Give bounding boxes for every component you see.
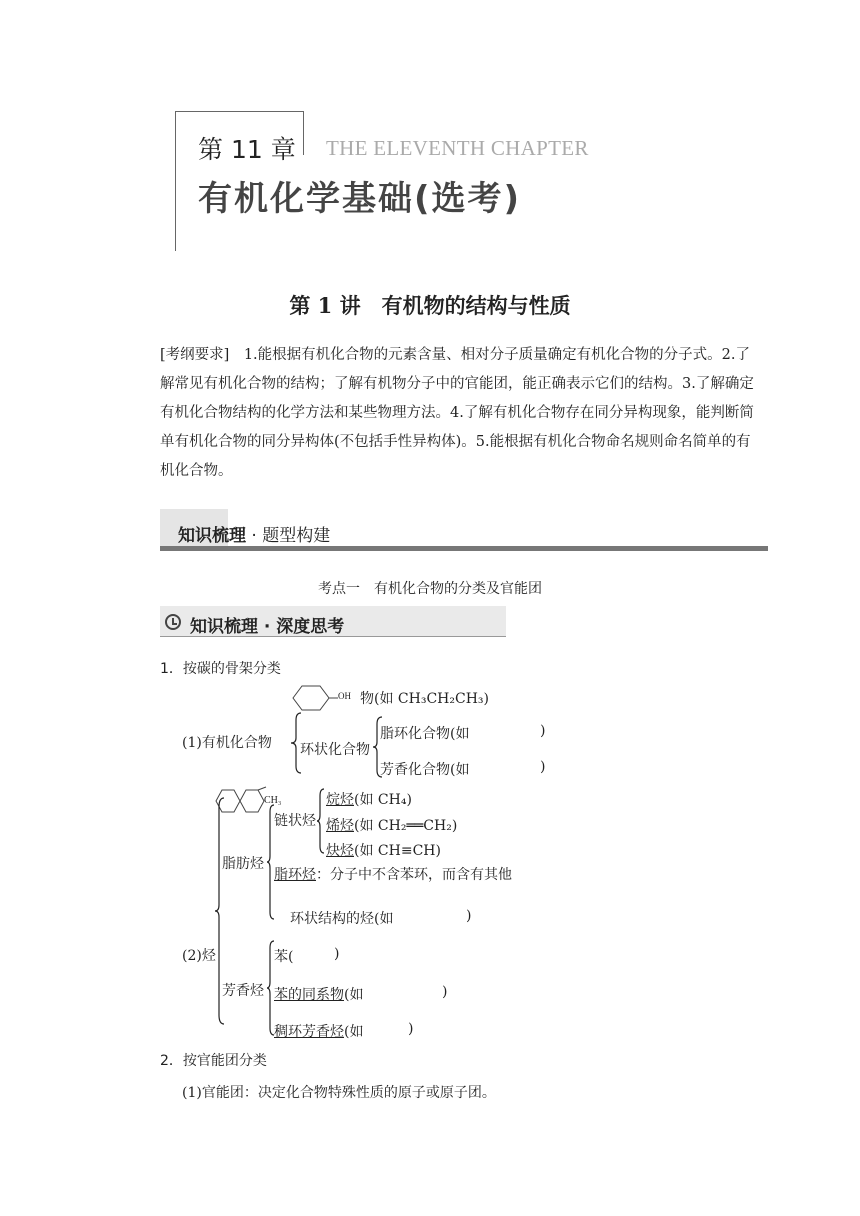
cycloalkane: 脂环烃 xyxy=(274,867,316,883)
fused-close: ) xyxy=(408,1021,414,1037)
ring-compound-label: 环状化合物 xyxy=(300,742,370,758)
cycloalkane-close: ) xyxy=(466,908,472,924)
s2-p1: (1)官能团：决定化合物特殊性质的原子或原子团。 xyxy=(182,1085,496,1101)
s1-heading: 1．按碳的骨架分类 xyxy=(160,661,281,677)
band-rest: 题型构建 xyxy=(262,526,331,546)
chapter-frame-top xyxy=(175,111,303,112)
alicyclic-compound: 脂环化合物(如 xyxy=(380,726,470,742)
cycloalkane-desc2: 环状结构的烃(如 xyxy=(290,911,394,927)
oh-label: OH xyxy=(338,691,351,701)
kaodian-title: 考点一 有机化合物的分类及官能团 xyxy=(318,581,542,597)
hydrocarbon-label: (2)烃 xyxy=(182,948,216,964)
chain-hc-label: 链状烃 xyxy=(274,813,316,829)
homolog-example: (如 xyxy=(344,987,364,1003)
band-bold: 知识梳理 xyxy=(178,526,246,546)
s2-heading: 2．按官能团分类 xyxy=(160,1053,267,1069)
cycloalkane-desc: ：分子中不含苯环，而含有其他 xyxy=(316,867,512,883)
zhishi-header: 知识梳理 · 深度思考 xyxy=(190,617,345,637)
chapter-english: THE ELEVENTH CHAPTER xyxy=(326,136,589,160)
alkane-example: (如 CH₄) xyxy=(354,792,412,808)
aliphatic-label: 脂肪烃 xyxy=(222,856,264,872)
aromatic-close: ) xyxy=(540,759,546,775)
requirements-text: [考纲要求] 1.能根据有机化合物的元素含量、相对分子质量确定有机化合物的分子式。2.了解常见有机化合物的结构；了解有机物分子中的官能团，能正确表示它们的结构。3.了解确定有机化合物结构的化学方法和某些物理方法。4.了解有机化合物存在同分异构现象，能判断简单有机化合物的同分异构体(不包括手性异构体)。5.能根据有机化合物命名规则命名简单的有机化合物。 xyxy=(160,347,754,479)
chapter-number: 第 11 章 xyxy=(198,135,296,164)
organic-compound-label: (1)有机化合物 xyxy=(182,735,272,751)
fused-example: (如 xyxy=(344,1024,364,1040)
lecture-title: 第 1 讲 有机物的结构与性质 xyxy=(289,293,571,318)
section-band-line xyxy=(160,546,768,551)
section-band-title xyxy=(178,521,330,546)
chapter-frame-left xyxy=(175,111,176,251)
homolog-close: ) xyxy=(442,984,448,1000)
clock-icon xyxy=(165,614,181,630)
fused-aromatic: 稠环芳香烃 xyxy=(274,1024,344,1040)
brace-chain xyxy=(316,788,326,854)
aromatic-hc-label: 芳香烃 xyxy=(222,983,264,999)
aromatic-compound: 芳香化合物(如 xyxy=(380,762,470,778)
alkyne-example: (如 CH≡CH) xyxy=(354,843,441,859)
alkane: 烷烃 xyxy=(326,792,354,808)
benzene-close: ) xyxy=(334,946,340,962)
alkene-example: (如 CH₂══CH₂) xyxy=(354,818,458,834)
alkyne: 炔烃 xyxy=(326,843,354,859)
fused-row xyxy=(274,1021,363,1041)
alkene-row xyxy=(326,815,457,835)
homolog-row xyxy=(274,984,363,1004)
alkyne-row xyxy=(326,840,441,860)
cycloalkane-row xyxy=(274,864,512,884)
cyclohexanol-structure xyxy=(290,684,362,712)
chapter-title: 有机化学基础(选考) xyxy=(198,179,522,219)
benzene-homolog: 苯的同系物 xyxy=(274,987,344,1003)
band-sep: · xyxy=(246,526,263,546)
alicyclic-close: ) xyxy=(540,723,546,739)
alkene: 烯烃 xyxy=(326,818,354,834)
alkane-row xyxy=(326,789,412,809)
benzene: 苯( xyxy=(274,949,294,965)
ch3-label: CH₃ xyxy=(264,795,282,806)
requirements-paragraph xyxy=(160,341,760,486)
chapter-frame-right xyxy=(303,111,304,155)
chain-compound: 物(如 CH₃CH₂CH₃) xyxy=(360,691,489,707)
